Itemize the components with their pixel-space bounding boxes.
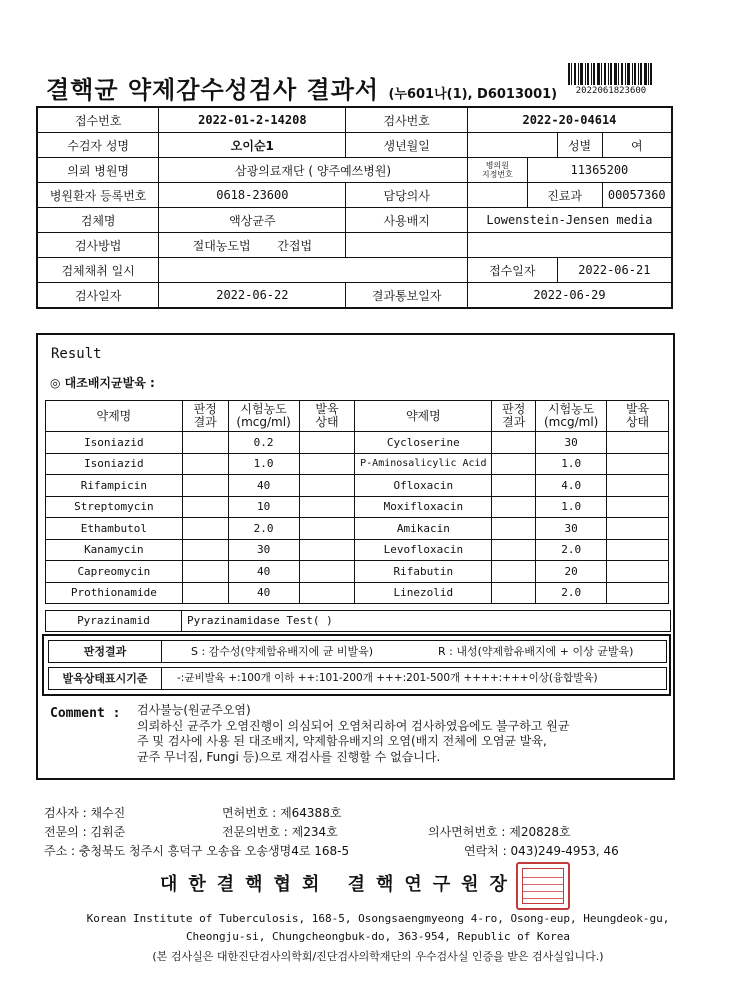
drug-name: Ofloxacin xyxy=(355,475,492,497)
drug-growth xyxy=(607,518,669,540)
col-growth xyxy=(299,401,355,432)
collect-date xyxy=(159,258,468,283)
col-conc-1: 시험농도 xyxy=(240,402,287,416)
drug-name: Moxifloxacin xyxy=(355,496,492,518)
method-1: 절대농도법 xyxy=(192,238,251,253)
drug-growth xyxy=(299,475,355,497)
birth-label: 생년월일 xyxy=(346,133,467,158)
drug-conc: 40 xyxy=(228,475,299,497)
dept-label-text: 진료과 xyxy=(547,188,583,203)
drug-conc: 20 xyxy=(536,561,607,583)
receive-date-label: 접수일자 xyxy=(467,258,557,283)
dept-label xyxy=(527,183,602,208)
doctor xyxy=(467,183,527,208)
drug-table-header xyxy=(46,401,669,432)
table-row xyxy=(46,561,669,583)
patient-name-label: 수검자 성명 xyxy=(37,133,159,158)
drug-name: Rifabutin xyxy=(355,561,492,583)
pza-test: Pyrazinamidase Test( ) xyxy=(187,614,333,627)
comment-line: 검사불능(원균주오염) xyxy=(137,703,251,717)
comment-line: 의뢰하신 균주가 오염진행이 의심되어 오염처리하여 검사하였음에도 불구하고 원균 xyxy=(137,718,570,733)
patient-reg-label: 병원환자 등록번호 xyxy=(37,183,159,208)
drug-name: Isoniazid xyxy=(46,432,183,454)
doctor-license-line xyxy=(428,823,571,840)
drug-growth xyxy=(607,496,669,518)
drug-conc: 2.0 xyxy=(536,539,607,561)
license: 제64388호 xyxy=(280,806,342,820)
phone-line xyxy=(464,842,619,859)
drug-name: Streptomycin xyxy=(46,496,183,518)
drug-growth xyxy=(299,432,355,454)
barcode-icon xyxy=(568,63,652,85)
exam-no: 2022-20-04614 xyxy=(467,107,672,133)
phone: 043)249-4953, 46 xyxy=(510,844,619,858)
drug-conc: 30 xyxy=(536,518,607,540)
col-drug-2: 약제명 xyxy=(355,401,492,432)
comment-label: Comment : xyxy=(50,706,121,721)
drug-conc: 0.2 xyxy=(228,432,299,454)
specimen-label: 검체명 xyxy=(37,208,159,233)
drug-name: Levofloxacin xyxy=(355,539,492,561)
drug-conc: 30 xyxy=(536,432,607,454)
col-growth-b xyxy=(607,401,669,432)
drug-growth xyxy=(299,561,355,583)
birth xyxy=(467,133,557,158)
drug-judge xyxy=(182,539,228,561)
drug-judge xyxy=(492,582,536,604)
address-label: 주소 : xyxy=(44,844,76,858)
drug-name: Rifampicin xyxy=(46,475,183,497)
growth-legend-label: 발육상태표시기준 xyxy=(49,668,162,689)
hosp-code-label-2: 지정번호 xyxy=(481,170,513,179)
drug-judge xyxy=(182,432,228,454)
document-title xyxy=(46,70,557,105)
exam-no-label: 검사번호 xyxy=(346,107,467,133)
control-growth-label: ◎ 대조배지균발육 : xyxy=(50,376,155,390)
sex: 여 xyxy=(602,133,672,158)
drug-name: P-Aminosalicylic Acid xyxy=(355,453,492,475)
address-line xyxy=(44,842,349,859)
drug-judge xyxy=(492,453,536,475)
comment-text xyxy=(137,703,569,765)
receipt-no: 2022-01-2-14208 xyxy=(159,107,346,133)
title-code: (누601나(1), D6013001) xyxy=(388,87,558,102)
table-row xyxy=(46,539,669,561)
dept-code: 00057360 xyxy=(602,183,672,208)
drug-judge xyxy=(182,453,228,475)
specialist: 김휘준 xyxy=(90,825,126,839)
pyrazinamide-row xyxy=(45,610,671,632)
col-conc-2: (mcg/ml) xyxy=(236,415,291,429)
col-growth-b2: 상태 xyxy=(625,415,650,429)
doctor-license: 제20828호 xyxy=(509,825,571,839)
drug-growth xyxy=(607,561,669,583)
col-judge xyxy=(182,401,228,432)
drug-judge xyxy=(492,518,536,540)
drug-name: Capreomycin xyxy=(46,561,183,583)
drug-name: Isoniazid xyxy=(46,453,183,475)
drug-conc: 1.0 xyxy=(536,453,607,475)
table-row xyxy=(46,475,669,497)
drug-conc: 2.0 xyxy=(228,518,299,540)
drug-name: Cycloserine xyxy=(355,432,492,454)
test-date: 2022-06-22 xyxy=(159,283,346,309)
address: 충청북도 청주시 흥덕구 오송읍 오송생명4로 168-5 xyxy=(78,844,350,858)
drug-growth xyxy=(607,453,669,475)
collect-date-label: 검체채취 일시 xyxy=(37,258,159,283)
receive-date: 2022-06-21 xyxy=(557,258,672,283)
drug-name: Amikacin xyxy=(355,518,492,540)
receipt-no-label: 접수번호 xyxy=(37,107,159,133)
drug-growth xyxy=(607,582,669,604)
phone-label: 연락처 : xyxy=(464,844,507,858)
col-conc-b2: (mcg/ml) xyxy=(544,415,599,429)
drug-name: Ethambutol xyxy=(46,518,183,540)
report-date-label: 결과통보일자 xyxy=(346,283,467,309)
drug-judge xyxy=(492,539,536,561)
judge-legend-label: 판정결과 xyxy=(49,641,162,662)
drug-judge xyxy=(492,432,536,454)
specialist-line xyxy=(44,823,125,840)
method-extra-2 xyxy=(467,233,672,258)
method-extra xyxy=(346,233,467,258)
drug-growth xyxy=(607,475,669,497)
drug-growth xyxy=(299,518,355,540)
drug-growth xyxy=(299,453,355,475)
comment-line: 주 및 검사에 사용 된 대조배지, 약제함유배지의 오염(배지 전체에 오염균 발육, xyxy=(137,734,547,748)
tester: 채수진 xyxy=(90,806,126,820)
medium: Lowenstein-Jensen media xyxy=(467,208,672,233)
tester-label: 검사자 : xyxy=(44,806,87,820)
col-conc xyxy=(228,401,299,432)
col-growth-2: 상태 xyxy=(315,415,339,429)
drug-conc: 2.0 xyxy=(536,582,607,604)
drug-conc: 1.0 xyxy=(536,496,607,518)
method-2: 간접법 xyxy=(277,238,313,253)
drug-conc: 10 xyxy=(228,496,299,518)
drug-name: Linezolid xyxy=(355,582,492,604)
drug-name: Kanamycin xyxy=(46,539,183,561)
table-row xyxy=(46,518,669,540)
drug-conc: 40 xyxy=(228,582,299,604)
english-address-1: Korean Institute of Tuberculosis, 168-5, Osongsaengmyeong 4-ro, Osong-eup, Heungdeok-gu, xyxy=(86,912,670,925)
patient-name: 오이순1 xyxy=(159,133,346,158)
test-date-label: 검사일자 xyxy=(37,283,159,309)
seal-stamp-icon xyxy=(516,862,570,910)
drug-name: Prothionamide xyxy=(46,582,183,604)
result-section xyxy=(36,333,675,780)
drug-growth xyxy=(607,539,669,561)
col-conc-b1: 시험농도 xyxy=(547,402,595,416)
comment-line: 균주 무너짐, Fungi 등)으로 재검사를 진행할 수 없습니다. xyxy=(137,749,441,764)
drug-conc: 40 xyxy=(228,561,299,583)
legend-box xyxy=(42,634,671,696)
col-growth-1: 발육 xyxy=(315,402,339,416)
judge-legend xyxy=(48,640,667,663)
judge-legend-s: S : 감수성(약제함유배지에 균 비발육) xyxy=(191,645,374,658)
method-label: 검사방법 xyxy=(37,233,159,258)
col-growth-b1: 발육 xyxy=(625,402,650,416)
drug-growth xyxy=(607,432,669,454)
method xyxy=(159,233,346,258)
drug-growth xyxy=(299,539,355,561)
col-judge-1: 판정 xyxy=(193,402,217,416)
col-judge-b2: 결과 xyxy=(502,415,526,429)
english-address-2: Cheongju-si, Chungcheongbuk-do, 363-954, Republic of Korea xyxy=(185,930,571,943)
table-row xyxy=(46,582,669,604)
specimen: 액상균주 xyxy=(159,208,346,233)
hospital: 삼광의료재단 ( 양주예쓰병원) xyxy=(159,158,468,183)
specialist-no-line xyxy=(222,823,338,840)
drug-conc: 30 xyxy=(228,539,299,561)
barcode-number: 2022061823600 xyxy=(575,86,647,96)
specialist-no-label: 전문의번호 : xyxy=(222,825,288,839)
drug-conc: 4.0 xyxy=(536,475,607,497)
hospital-label: 의뢰 병원명 xyxy=(37,158,159,183)
drug-judge xyxy=(492,496,536,518)
drug-judge xyxy=(182,582,228,604)
license-line xyxy=(222,804,341,821)
hosp-code: 11365200 xyxy=(527,158,672,183)
growth-legend xyxy=(48,667,667,690)
certification-note: (본 검사실은 대한진단검사의학회/진단검사의학재단의 우수검사실 인증을 받은 검사실입니다.) xyxy=(152,950,604,963)
tester-line xyxy=(44,804,125,821)
col-judge-2: 결과 xyxy=(193,415,217,429)
col-judge-b1: 판정 xyxy=(502,402,526,416)
drug-judge xyxy=(182,475,228,497)
table-row xyxy=(46,496,669,518)
drug-judge xyxy=(182,561,228,583)
growth-legend-text: -:균비발육 +:100개 이하 ++:101-200개 +++:201-500개 ++++:+++이상(융합발육) xyxy=(177,672,598,684)
drug-table xyxy=(45,400,669,604)
pza-name: Pyrazinamid xyxy=(46,611,182,631)
col-judge-b xyxy=(492,401,536,432)
col-conc-b xyxy=(536,401,607,432)
sex-label: 성별 xyxy=(557,133,602,158)
organization-name: 대한결핵협회 결핵연구원장 xyxy=(160,874,518,895)
hosp-code-label-1: 병의원 xyxy=(485,161,509,170)
drug-growth xyxy=(299,582,355,604)
col-drug: 약제명 xyxy=(46,401,183,432)
drug-judge xyxy=(182,496,228,518)
table-row xyxy=(46,432,669,454)
doctor-license-label: 의사면허번호 : xyxy=(428,825,506,839)
specialist-label: 전문의 : xyxy=(44,825,87,839)
report-date: 2022-06-29 xyxy=(467,283,672,309)
specialist-no: 제234호 xyxy=(291,825,338,839)
table-row xyxy=(46,453,669,475)
doctor-label: 담당의사 xyxy=(346,183,467,208)
title-main: 결핵균 약제감수성검사 결과서 xyxy=(46,76,380,104)
drug-judge xyxy=(492,561,536,583)
medium-label: 사용배지 xyxy=(346,208,467,233)
license-label: 면허번호 : xyxy=(222,806,277,820)
drug-judge xyxy=(492,475,536,497)
patient-reg: 0618-23600 xyxy=(159,183,346,208)
judge-legend-r: R : 내성(약제함유배지에 + 이상 균발육) xyxy=(438,645,634,658)
drug-judge xyxy=(182,518,228,540)
drug-growth xyxy=(299,496,355,518)
hosp-code-label xyxy=(467,158,527,183)
result-label: Result xyxy=(51,346,102,362)
drug-conc: 1.0 xyxy=(228,453,299,475)
patient-info-table xyxy=(36,106,673,309)
